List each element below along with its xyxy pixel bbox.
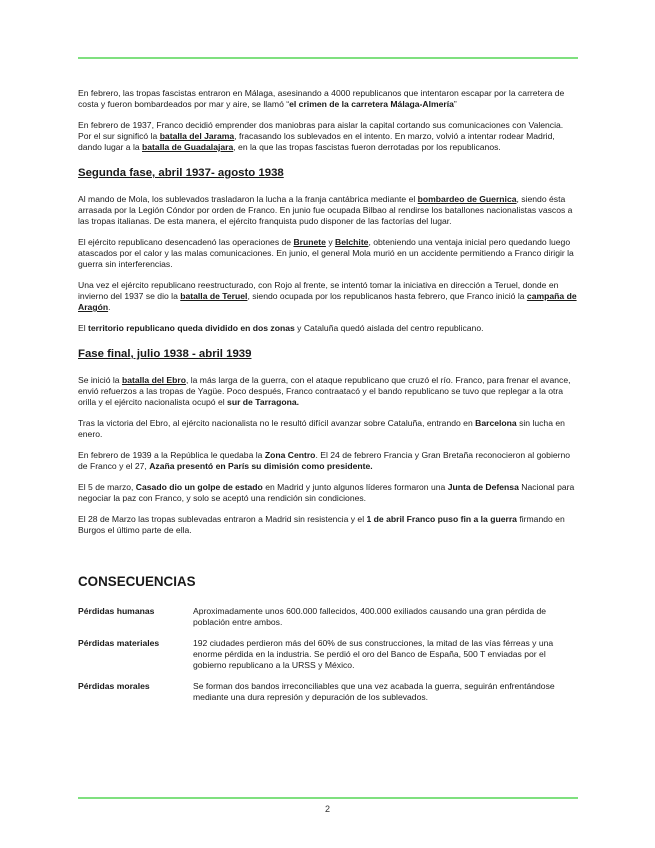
row-value: 192 ciudades perdieron más del 60% de sus construcciones, la mitad de las vías férreas y una enorme pérdida en la industria. Se perdió el oro del Banco de España, 500 T enviadas por el gobierno republicano a la URSS y México. xyxy=(193,638,554,670)
text: , siendo ésta arrasada por la Legión Cóndor por orden de Franco. En junio fue ocupada Bilbao al rendirse los batallones nacionalistas vascos a las tropas italianas. De esta manera, el ejército franquista pudo disponer de las factorías del lugar. xyxy=(78,194,573,226)
text: El 28 de Marzo las tropas sublevadas entraron a Madrid sin resistencia y el xyxy=(78,514,367,524)
text: . xyxy=(108,302,111,312)
bold-text: Casado dio un golpe de estado xyxy=(135,482,263,492)
link-campana-aragon[interactable]: campaña de Aragón xyxy=(78,291,577,312)
page-content xyxy=(78,88,578,713)
text: En febrero, las tropas fascistas entraron en Málaga, asesinando a 4000 republicanos que intentaron escapar por la carretera de costa y fueron bombardeados por mar y aire, se llamó “ xyxy=(78,88,565,109)
bold-text: Azaña presentó en París su dimisión como presidente. xyxy=(149,461,373,471)
link-batalla-guadalajara[interactable]: batalla de Guadalajara xyxy=(142,142,234,152)
text: y xyxy=(325,237,336,247)
section-heading-segunda-fase: Segunda fase, abril 1937- agosto 1938 xyxy=(78,167,284,179)
paragraph-jarama xyxy=(78,120,578,153)
paragraph-barcelona xyxy=(78,418,578,440)
paragraph-guernica xyxy=(78,194,578,227)
text: El 5 de marzo, xyxy=(78,482,136,492)
text: , en la que las tropas fascistas fueron derrotadas por los republicanos. xyxy=(233,142,501,152)
row-value: Aproximadamente unos 600.000 fallecidos, 400.000 exiliados causando una gran pérdida de población entre ambos. xyxy=(193,606,547,627)
link-brunete[interactable]: Brunete xyxy=(293,237,326,247)
text: Nacional para negociar la paz con Franco, y solo se aceptó una rendición sin condiciones. xyxy=(78,482,575,503)
paragraph-fin-guerra xyxy=(78,514,578,536)
page-number: 2 xyxy=(324,804,330,814)
paragraph-territorio xyxy=(78,323,578,334)
bold-text: territorio republicano queda dividido en dos zonas xyxy=(88,323,295,333)
text: En febrero de 1939 a la República le quedaba la xyxy=(78,450,265,460)
table-row xyxy=(78,638,578,671)
table-row xyxy=(78,606,578,628)
text: El ejército republicano desencadenó las operaciones de xyxy=(78,237,294,247)
text: El xyxy=(78,323,89,333)
header-rule xyxy=(78,57,578,59)
bold-text: Junta de Defensa xyxy=(447,482,519,492)
link-batalla-ebro[interactable]: batalla del Ebro xyxy=(121,375,186,385)
paragraph-casado xyxy=(78,482,578,504)
footer-rule xyxy=(78,797,578,799)
text: sin lucha en enero. xyxy=(78,418,565,439)
paragraph-teruel xyxy=(78,280,578,313)
bold-text: sur de Tarragona. xyxy=(227,397,299,407)
text: firmando en Burgos el último parte de ella. xyxy=(78,514,565,535)
bold-text: el crimen de la carretera Málaga-Almería xyxy=(289,99,454,109)
text: , la más larga de la guerra, con el ataque republicano que cruzó el río. Franco, para frenar el avance, envió refuerzos a las tropas de Yagüe. Poco después, Franco contraatacó y el bando republicano se tuvo que replegar a la otra orilla y el ejército nacionalista ocupó el xyxy=(78,375,571,407)
text: en Madrid y junto algunos líderes formaron una xyxy=(262,482,448,492)
text: y Cataluña quedó aislada del centro republicano. xyxy=(294,323,484,333)
bold-text: Zona Centro xyxy=(264,450,316,460)
row-label: Pérdidas humanas xyxy=(78,606,155,616)
paragraph-malaga xyxy=(78,88,578,110)
paragraph-ebro xyxy=(78,375,578,408)
paragraph-zona-centro xyxy=(78,450,578,472)
text: Una vez el ejército republicano reestructurado, con Rojo al frente, se intentó tomar la iniciativa en dirección a Teruel, donde en invierno del 1937 se dio la xyxy=(78,280,559,301)
text: Tras la victoria del Ebro, al ejército nacionalista no le resultó difícil avanzar sobre Cataluña, entrando en xyxy=(78,418,476,428)
consecuencias-table xyxy=(78,606,578,703)
link-batalla-teruel[interactable]: batalla de Teruel xyxy=(180,291,248,301)
text: , siendo ocupada por los republicanos hasta febrero, que Franco inició la xyxy=(247,291,527,301)
row-label: Pérdidas morales xyxy=(78,681,150,691)
paragraph-brunete xyxy=(78,237,578,270)
bold-text: Barcelona xyxy=(475,418,517,428)
text: , fracasando los sublevados en el intento. En marzo, volvió a intentar rodear Madrid, dando lugar a la xyxy=(78,131,555,152)
text: ” xyxy=(453,99,457,109)
consecuencias-heading: CONSECUENCIAS xyxy=(78,574,196,589)
text: . El 24 de febrero Francia y Gran Bretaña reconocieron al gobierno de Franco y el 27, xyxy=(78,450,571,471)
table-row xyxy=(78,681,578,703)
link-belchite[interactable]: Belchite xyxy=(335,237,369,247)
text: Al mando de Mola, los sublevados trasladaron la lucha a la franja cantábrica mediante el xyxy=(78,194,418,204)
row-value: Se forman dos bandos irreconciliables que una vez acabada la guerra, seguirán enfrentándose mediante una dura represión y depuración de los sublevados. xyxy=(193,681,555,702)
text: En febrero de 1937, Franco decidió emprender dos maniobras para aislar la capital cortando sus comunicaciones con Valencia. Por el sur significó la xyxy=(78,120,564,141)
link-batalla-jarama[interactable]: batalla del Jarama xyxy=(159,131,235,141)
bold-text: 1 de abril Franco puso fin a la guerra xyxy=(366,514,517,524)
text: , obteniendo una ventaja inicial pero quedando luego atascados por el calor y las malas comunicaciones. En junio, el general Mola murió en un accidente permitiendo a Franco dirigir la guerra sin interferencias. xyxy=(78,237,574,269)
section-heading-fase-final: Fase final, julio 1938 - abril 1939 xyxy=(78,348,252,360)
link-bombardeo-guernica[interactable]: bombardeo de Guernica xyxy=(417,194,517,204)
text: Se inició la xyxy=(78,375,122,385)
row-label: Pérdidas materiales xyxy=(78,638,160,648)
